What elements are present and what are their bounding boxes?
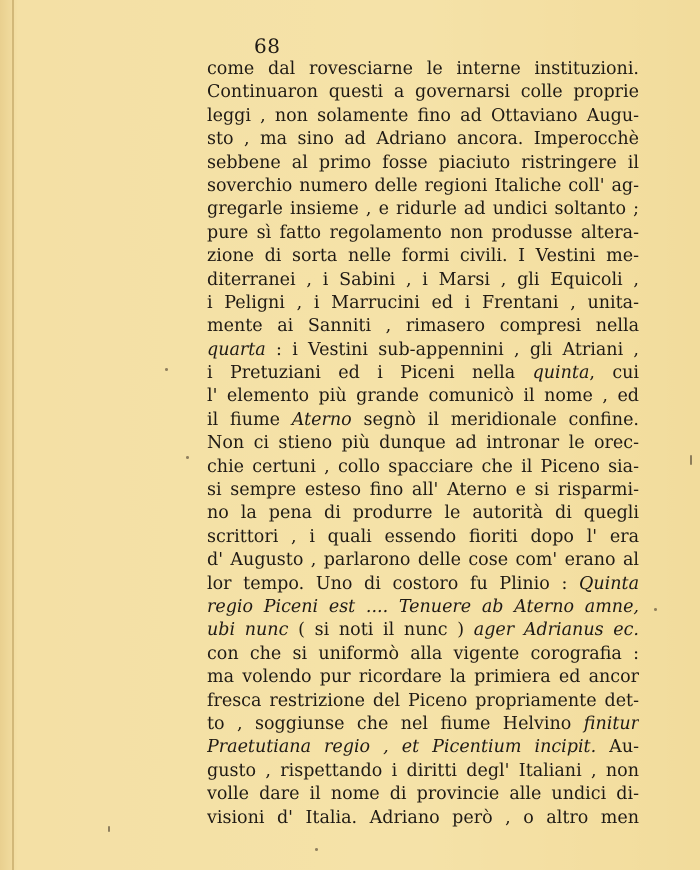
text-line [207,479,639,502]
text-run: gusto , rispettando i diritti degl' Italiani , non [207,760,639,781]
text-line [207,175,639,198]
text-line [207,690,639,713]
text-run: diterranei , i Sabini , i Marsi , gli Equicoli , [207,269,639,290]
paper-speck [165,368,168,371]
paper-speck [315,848,318,851]
text-run: sebbene al primo fosse piaciuto ristringere il [207,152,639,173]
text-run: fresca restrizione del Piceno propriamente det- [207,690,639,711]
text-line [207,362,639,385]
text-line [207,432,639,455]
text-line [207,713,639,736]
text-run: i Peligni , i Marrucini ed i Frentani , unita- [207,292,639,313]
text-run: zione di sorta nelle formi civili. I Vestini me- [207,246,639,267]
text-run: Au- [596,737,639,758]
italic-text: Aterno [291,409,352,430]
text-run: gregarle insieme , e ridurle ad undici soltanto ; [207,199,639,220]
paper-speck [654,608,657,611]
text-line [207,549,639,572]
text-run: il fiume [207,409,292,430]
text-line [207,596,639,619]
italic-text: quarta [207,339,266,360]
text-run: i Pretuziani ed i Piceni nella [207,363,533,384]
text-line [207,269,639,292]
body-text [207,58,639,830]
text-run: volle dare il nome di provincie alle undici di- [207,784,639,805]
text-run: visioni d' Italia. Adriano però , o altro men [207,807,639,828]
text-run: lor tempo. Uno di costoro fu Plinio : [207,573,580,594]
italic-text: regio Piceni est .... Tenuere ab Aterno amne, [207,596,639,617]
page-gutter [12,0,14,870]
text-line [207,526,639,549]
text-line [207,666,639,689]
text-line [207,245,639,268]
text-line [207,385,639,408]
text-line [207,105,639,128]
text-line [207,619,639,642]
text-line [207,292,639,315]
page-number: 68 [254,34,281,58]
text-line [207,339,639,362]
text-line [207,409,639,432]
italic-text: quinta [532,363,590,384]
text-run: si sempre esteso fino all' Aterno e si risparmi- [207,480,639,501]
text-line [207,736,639,759]
text-run: mente ai Sanniti , rimasero compresi nella [207,316,639,337]
text-line [207,573,639,596]
text-run: soverchio numero delle regioni Italiche coll' ag- [207,175,639,196]
text-run: to , soggiunse che nel fiume Helvino [207,713,584,734]
text-line [207,760,639,783]
text-line [207,152,639,175]
text-run: scrittori , i quali essendo fioriti dopo l' era [207,526,639,547]
italic-text: Praetutiana regio , et Picentium incipit. [207,737,597,758]
text-line [207,315,639,338]
paper-speck [186,456,189,459]
text-line [207,456,639,479]
text-run: l' elemento più grande comunicò il nome , ed [207,386,639,407]
text-run: Continuaron questi a governarsi colle proprie [207,82,639,103]
text-line [207,502,639,525]
text-line [207,58,639,81]
italic-text: ager Adrianus ec. [473,620,639,641]
text-run: come dal rovesciarne le interne instituzioni. [207,59,639,79]
text-run: chie certuni , collo spacciare che il Piceno sia- [207,456,639,477]
text-run: sto , ma sino ad Adriano ancora. Imperocchè [207,129,639,150]
text-line [207,222,639,245]
text-run: : i Vestini sub-appennini , gli Atriani , [265,339,639,360]
text-run: ( si noti il nunc ) [288,620,474,641]
text-run: d' Augusto , parlarono delle cose com' erano al [207,550,639,571]
paper-speck [108,826,110,832]
italic-text: ubi nunc [207,620,289,641]
italic-text: finitur [583,713,639,734]
text-run: con che si uniformò alla vigente corografia : [207,643,639,664]
text-run: ma volendo pur ricordare la primiera ed ancor [207,667,639,688]
text-run: pure sì fatto regolamento non produsse altera- [207,222,639,243]
text-line [207,807,639,830]
text-line [207,198,639,221]
text-line [207,81,639,104]
italic-text: Quinta [579,573,639,594]
text-run: no la pena di produrre le autorità di quegli [207,503,639,524]
text-run: Non ci stieno più dunque ad intronar le orec- [207,433,639,454]
text-run: leggi , non solamente fino ad Ottaviano Augu- [207,105,639,126]
text-line [207,128,639,151]
text-line [207,783,639,806]
paper-speck [690,455,692,465]
text-run: segnò il meridionale confine. [351,409,639,430]
text-line [207,643,639,666]
text-run: , cui [589,363,639,384]
